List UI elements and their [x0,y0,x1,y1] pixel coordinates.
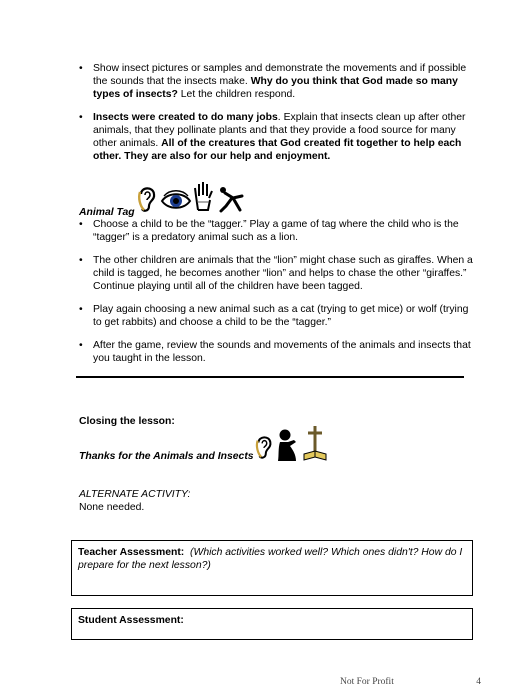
teacher-assessment-label: Teacher Assessment: [78,547,185,558]
teacher-assessment-prompt: (Which activities worked well? Which ones didn't? How do I prepare for the next lesson?) [78,547,463,571]
section-divider [76,376,464,378]
closing-label: Closing the lesson: [79,416,175,427]
bullet-dot: • [79,304,83,315]
bullet-dot: • [79,340,83,351]
page-number: 4 [476,677,481,687]
bullet-text: Choose a child to be the “tagger.” Play a game of tag where the child who is the “tagger” is a predatory animal such as a lion. [93,219,459,243]
bullet-other-children [79,254,479,293]
ear-icon [254,432,274,462]
ear-icon [136,184,158,214]
footer-text: Not For Profit [340,677,394,687]
bullet-after-game [79,339,479,365]
bullet-bold-text: All of the creatures that God created fit together to help each other. They are also for our help and enjoyment. [93,138,462,162]
bullet-plain-text: Let the children respond. [177,89,296,100]
student-assessment-box [71,608,473,640]
bullet-insects-jobs [79,111,479,163]
hand-icon [192,180,214,212]
bullet-play-again [79,303,479,329]
cross-bible-icon [302,424,328,462]
bullet-text [93,62,479,101]
bullet-bold-text: Why do you think that God made so many types of insects? [93,76,458,100]
bullet-text: After the game, review the sounds and movements of the animals and insects that you taught in the lesson. [93,340,471,364]
animal-tag-title: Animal Tag [79,207,135,218]
eye-icon [160,190,192,212]
bullet-text: The other children are animals that the “lion” might chase such as giraffes. When a child is tagged, he becomes another “lion” and helps to chase the other “giraffes.” Continue playing until all of the children have been tagged. [93,255,473,292]
bullet-dot: • [79,63,83,74]
teacher-assessment-box [71,540,473,596]
bullet-insect-pictures [79,62,479,101]
closing-title: Thanks for the Animals and Insects [79,451,254,462]
bullet-text [93,111,479,163]
page-footer [340,676,481,689]
bullet-choose-tagger [79,218,479,244]
bullet-dot: • [79,112,83,123]
bullet-bold-text: Insects were created to do many jobs [93,112,278,123]
bullet-plain-text: Show insect pictures or samples and demonstrate the movements and if possible the sounds that the insects make. [93,63,467,87]
alternate-activity-value: None needed. [79,502,145,513]
praying-child-icon [276,428,302,462]
bullet-plain-text: . Explain that insects clean up after other animals, that they pollinate plants and that they provide a food source for many other animals. [93,112,466,149]
movement-icon [218,184,246,214]
alternate-activity-label: ALTERNATE ACTIVITY: [79,489,191,500]
bullet-dot: • [79,219,83,230]
student-assessment-label: Student Assessment: [78,615,184,626]
bullet-text: Play again choosing a new animal such as a cat (trying to get mice) or wolf (trying to get rabbits) and choose a child to be the “tagger.” [93,304,469,328]
bullet-dot: • [79,255,83,266]
